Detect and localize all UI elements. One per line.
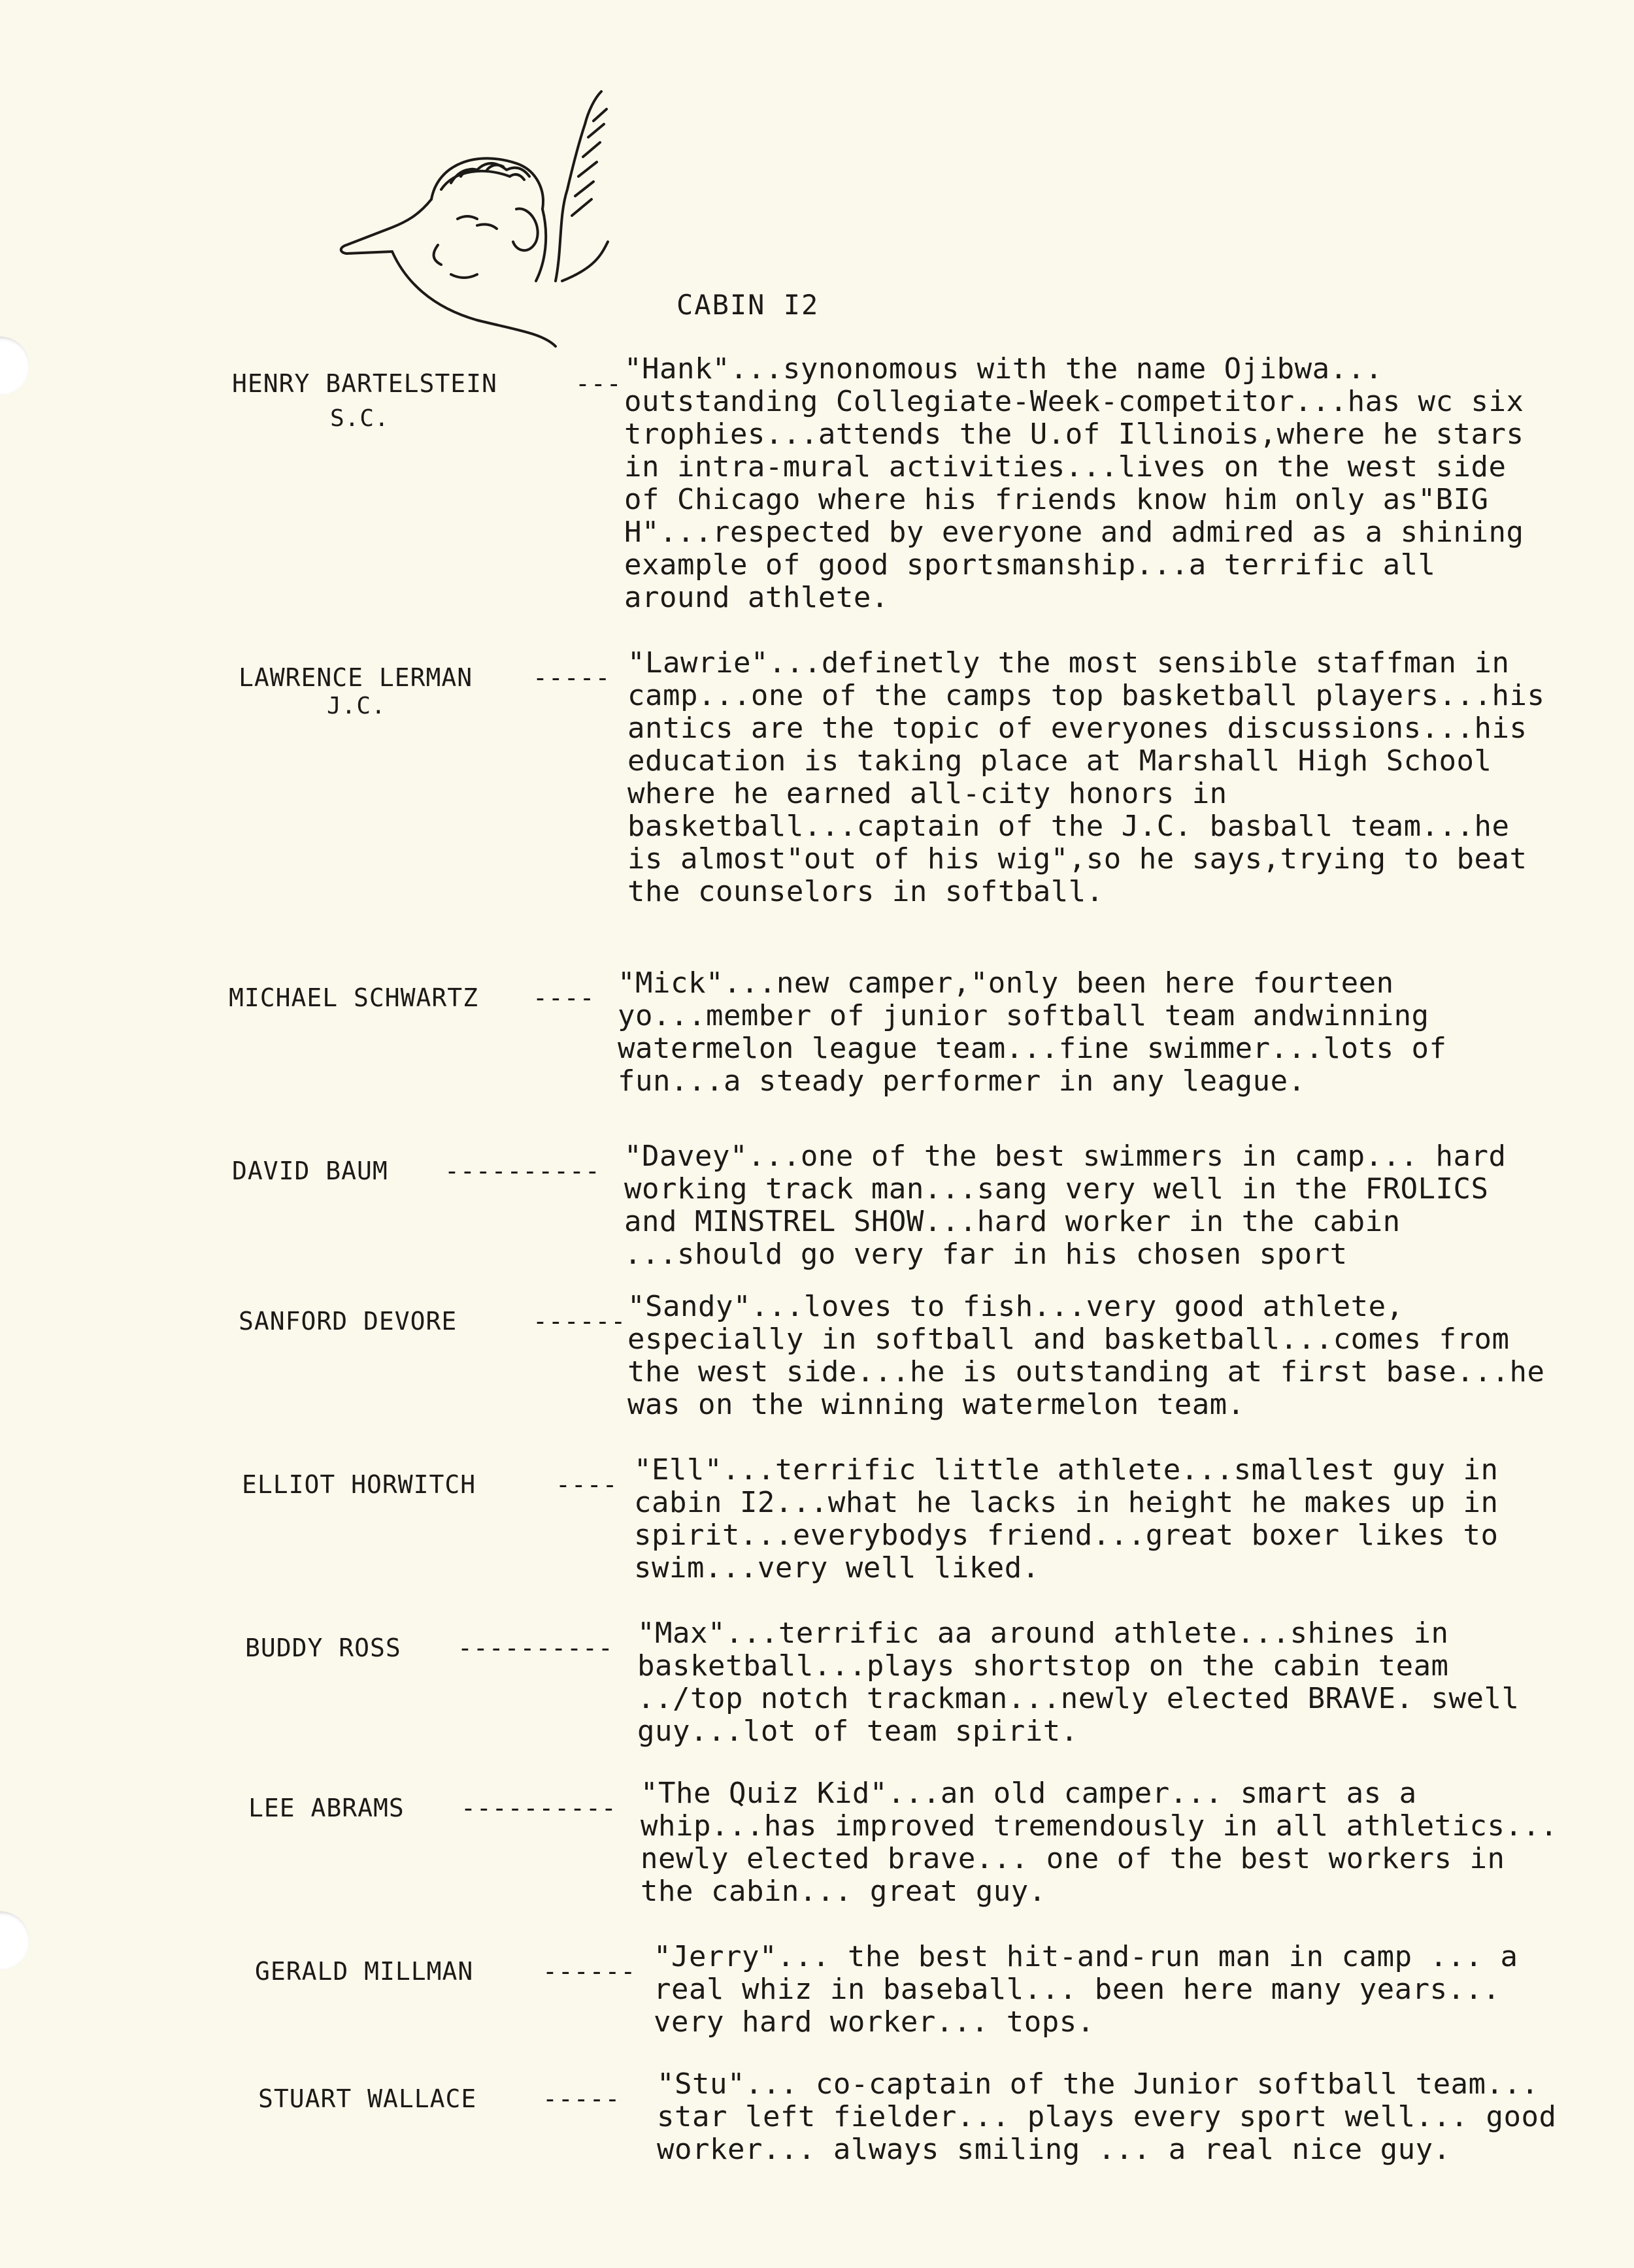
binder-hole-bottom — [0, 1911, 29, 1970]
camper-description: "Mick"...new camper,"only been here fourteen yo...member of junior softball team andwinning watermelon league team...fine swimmer...lots of fun...a steady performer in any league. — [618, 966, 1447, 1098]
camper-name: MICHAEL SCHWARTZ — [229, 983, 479, 1012]
camper-name: STUART WALLACE — [258, 2084, 477, 2113]
camper-role: S.C. — [330, 405, 390, 432]
name-leader-dashes: ----- — [533, 663, 611, 692]
name-leader-dashes: ---------- — [461, 1794, 617, 1822]
camper-role: J.C. — [327, 693, 386, 719]
camper-name: BUDDY ROSS — [245, 1634, 401, 1662]
caricature-sketch — [320, 85, 627, 372]
camper-name: HENRY BARTELSTEIN — [232, 369, 497, 398]
binder-hole-top — [0, 337, 29, 395]
camper-description: "Davey"...one of the best swimmers in camp... hard working track man...sang very well in the FROLICS and MINSTREL SHOW...hard worker in the cabin ...should go very far in his chosen sport — [624, 1140, 1507, 1271]
camper-description: "Hank"...synonomous with the name Ojibwa... outstanding Collegiate-Week-competitor...has wc six trophies...attends the U.of Illinois,where he stars in intra-mural activities...lives on the west side of Chicago where his friends know him only as"BIG H"...respected by everyone and admired as a shining example of good sportsmanship...a terrific all around athlete. — [624, 352, 1524, 614]
camper-name: ELLIOT HORWITCH — [242, 1470, 476, 1499]
camper-name: LEE ABRAMS — [248, 1794, 405, 1822]
camper-description: "Lawrie"...definetly the most sensible staffman in camp...one of the camps top basketball players...his antics are the topic of everyones discussions...his education is taking place at Marshall High School where he earned all-city honors in basketball...captain of the J.C. basball team...he is almost"out of his wig",so he says,trying to beat the counselors in softball. — [627, 646, 1545, 908]
camper-description: "The Quiz Kid"...an old camper... smart as a whip...has improved tremendously in all athletics... newly elected brave... one of the best workers in the cabin... great guy. — [641, 1777, 1558, 1908]
page-title: CABIN I2 — [676, 289, 820, 321]
camper-name: LAWRENCE LERMAN — [239, 663, 473, 692]
camper-description: "Ell"...terrific little athlete...smallest guy in cabin I2...what he lacks in height he makes up in spirit...everybodys friend...great boxer likes to swim...very well liked. — [634, 1453, 1499, 1585]
name-leader-dashes: ----- — [542, 2084, 621, 2113]
camper-name: GERALD MILLMAN — [255, 1957, 474, 1986]
camper-description: "Jerry"... the best hit-and-run man in camp ... a real whiz in baseball... been here many years... very hard worker... tops. — [654, 1940, 1518, 2039]
camper-description: "Stu"... co-captain of the Junior softball team... star left fielder... plays every sport well... good worker... always smiling ... a real nice guy. — [657, 2067, 1557, 2166]
camper-name: DAVID BAUM — [232, 1157, 388, 1185]
name-leader-dashes: --- — [575, 369, 622, 398]
name-leader-dashes: ---------- — [444, 1157, 601, 1185]
name-leader-dashes: ------ — [533, 1307, 627, 1336]
camper-name: SANFORD DEVORE — [239, 1307, 458, 1336]
name-leader-dashes: ---------- — [458, 1634, 614, 1662]
camper-description: "Max"...terrific aa around athlete...shines in basketball...plays shortstop on the cabin team ../top notch trackman...newly elected BRAVE. swell guy...lot of team spirit. — [637, 1617, 1520, 1748]
camper-description: "Sandy"...loves to fish...very good athlete, especially in softball and basketball...comes from the west side...he is outstanding at first base...he was on the winning watermelon team. — [627, 1290, 1545, 1421]
name-leader-dashes: ---- — [533, 983, 595, 1012]
name-leader-dashes: ------ — [542, 1957, 637, 1986]
name-leader-dashes: ---- — [556, 1470, 618, 1499]
